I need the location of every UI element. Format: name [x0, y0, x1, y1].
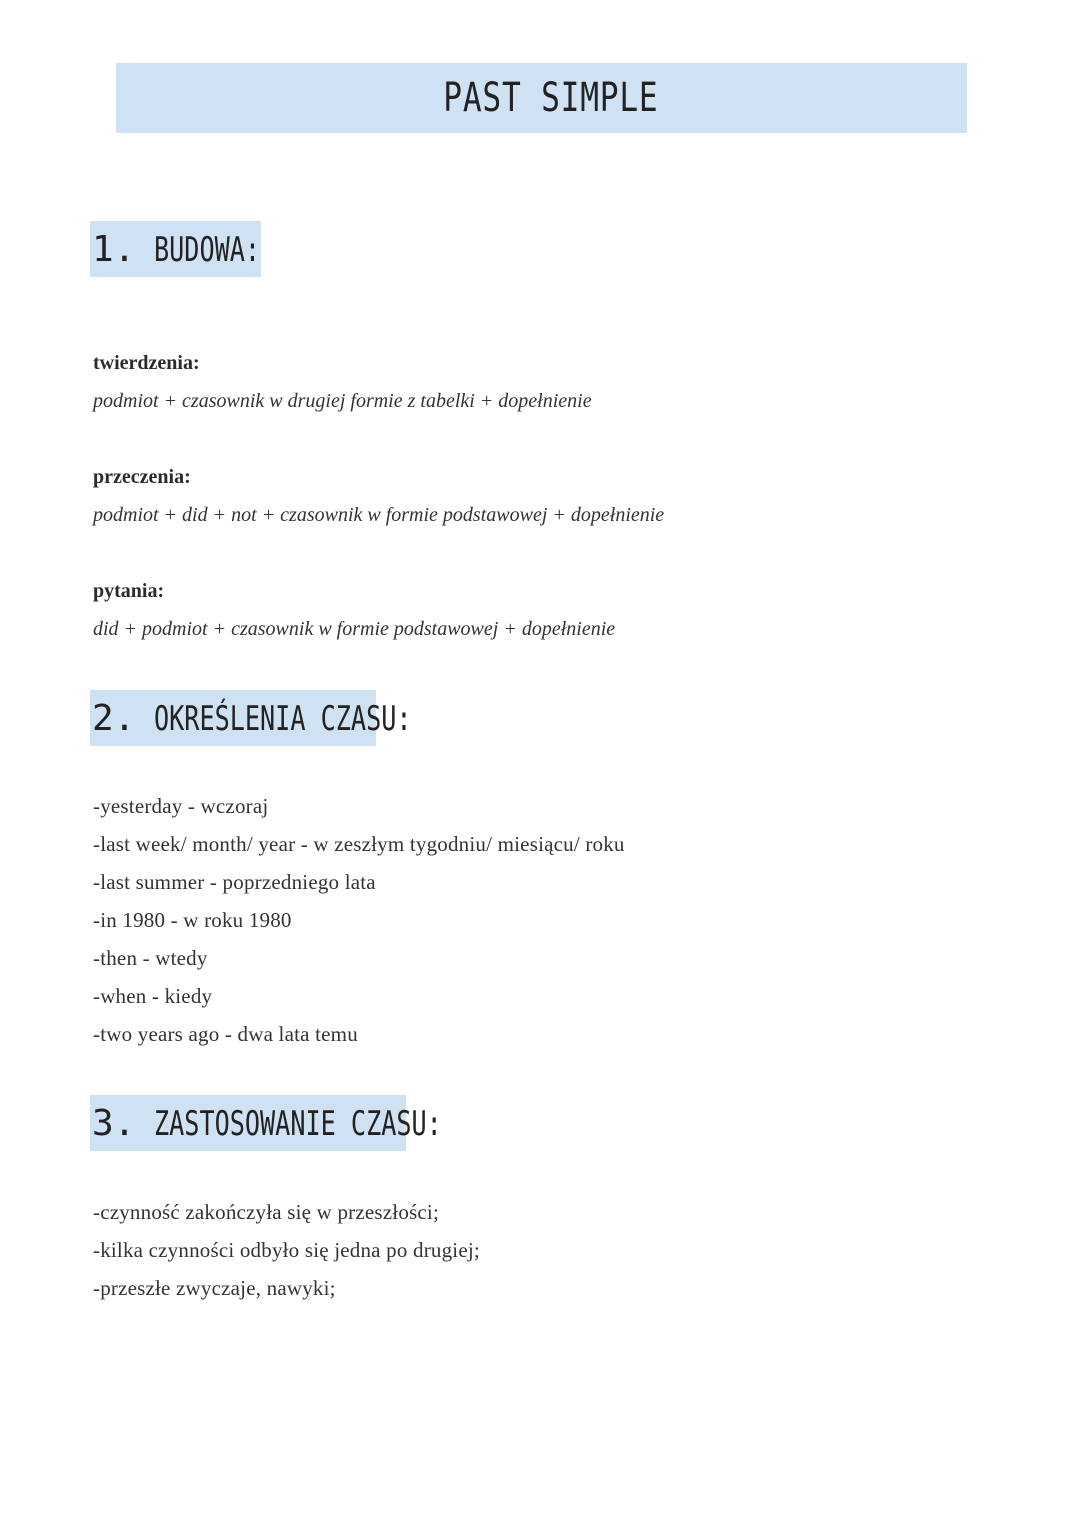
- section-3-title: ZASTOSOWANIE CZASU:: [154, 1104, 442, 1144]
- page-title: PAST SIMPLE: [443, 75, 659, 121]
- list-item: -przeszłe zwyczaje, nawyki;: [93, 1276, 336, 1300]
- section-2-heading: [90, 690, 412, 746]
- list-item: -two years ago - dwa lata temu: [93, 1022, 358, 1046]
- list-item: -then - wtedy: [93, 946, 208, 970]
- section-2-title: OKREŚLENIA CZASU:: [154, 699, 412, 739]
- block-label-pytania: pytania:: [93, 580, 165, 602]
- section-1-number: 1.: [92, 229, 136, 270]
- block-label-twierdzenia: twierdzenia:: [93, 352, 200, 374]
- block-label-przeczenia: przeczenia:: [93, 466, 191, 488]
- list-item: -last week/ month/ year - w zeszłym tygodniu/ miesiącu/ roku: [93, 832, 625, 856]
- list-item: -czynność zakończyła się w przeszłości;: [93, 1200, 439, 1224]
- list-item: -in 1980 - w roku 1980: [93, 908, 292, 932]
- section-1-title: BUDOWA:: [154, 230, 261, 270]
- block-formula-twierdzenia: podmiot + czasownik w drugiej formie z tabelki + dopełnienie: [93, 390, 592, 412]
- list-item: -yesterday - wczoraj: [93, 794, 269, 818]
- list-item: -last summer - poprzedniego lata: [93, 870, 376, 894]
- list-item: -kilka czynności odbyło się jedna po drugiej;: [93, 1238, 480, 1262]
- section-3-heading: [90, 1095, 442, 1151]
- block-formula-pytania: did + podmiot + czasownik w formie podstawowej + dopełnienie: [93, 618, 616, 640]
- block-formula-przeczenia: podmiot + did + not + czasownik w formie podstawowej + dopełnienie: [93, 504, 665, 526]
- section-2-number: 2.: [92, 698, 136, 739]
- section-3-number: 3.: [92, 1103, 136, 1144]
- list-item: -when - kiedy: [93, 984, 213, 1008]
- title-banner: [116, 63, 967, 133]
- section-1-heading: [90, 221, 261, 277]
